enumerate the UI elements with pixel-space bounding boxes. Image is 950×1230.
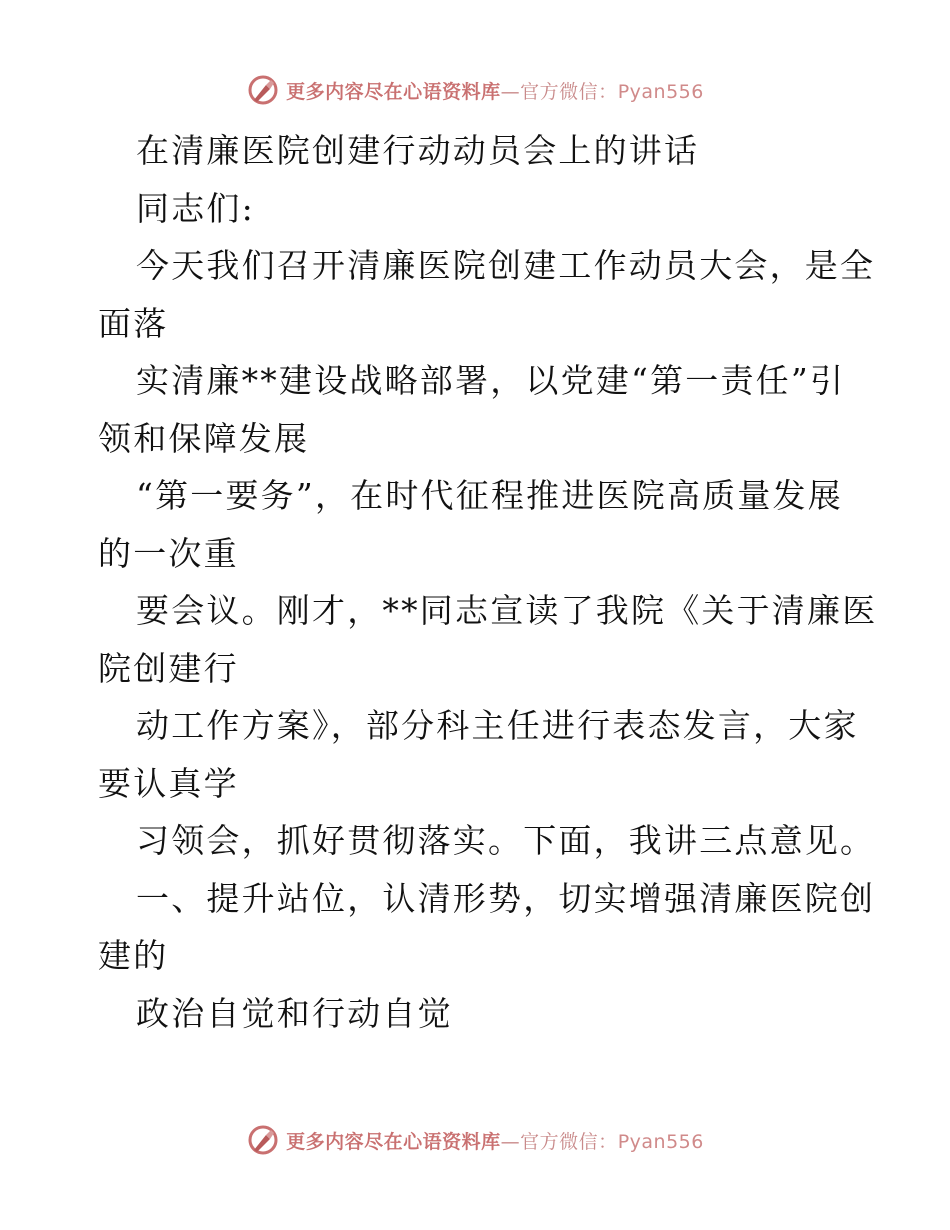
watermark-official: 官方微信： [520, 1130, 618, 1153]
pen-nib-logo-icon [246, 1123, 280, 1157]
section-heading-continued: 建的 [98, 936, 169, 975]
watermark-text [286, 77, 704, 104]
watermark-text [286, 1127, 704, 1154]
text-line: 今天我们召开清廉医院创建工作动员大会，是全 [136, 246, 876, 285]
text-line: 领和保障发展 [98, 418, 310, 458]
section-heading-continued: 政治自觉和行动自觉 [136, 993, 453, 1033]
section-heading: 一、提升站位，认清形势，切实增强清廉医院创 [136, 878, 876, 918]
text-line: 要认真学 [98, 763, 239, 803]
pen-nib-logo-icon [246, 73, 280, 107]
text-line: 习领会，抓好贯彻落实。下面，我讲三点意见。 [136, 821, 876, 860]
text-line: 实清廉**建设战略部署，以党建“第一责任”引 [136, 361, 846, 400]
watermark-official: 官方微信： [520, 80, 618, 103]
text-line: “第一要务”，在时代征程推进医院高质量发展 [136, 476, 843, 515]
watermark-main: 更多内容尽在心语资料库 [286, 80, 501, 103]
text-line: 要会议。刚才，**同志宣读了我院《关于清廉医 [136, 591, 878, 630]
document-title: 在清廉医院创建行动动员会上的讲话 [136, 131, 700, 170]
text-line: 的一次重 [98, 533, 239, 573]
watermark-main: 更多内容尽在心语资料库 [286, 1130, 501, 1153]
text-line: 面落 [98, 303, 169, 343]
salutation: 同志们: [136, 188, 255, 228]
footer-watermark [0, 1122, 950, 1158]
header-watermark [0, 72, 950, 108]
watermark-wechat-id: Pyan556 [617, 1130, 704, 1153]
document-body [98, 122, 878, 1042]
watermark-wechat-id: Pyan556 [617, 80, 704, 103]
text-line: 动工作方案》，部分科主任进行表态发言，大家 [136, 706, 859, 745]
watermark-dash: — [500, 1130, 521, 1153]
watermark-dash: — [500, 80, 521, 103]
text-line: 院创建行 [98, 648, 239, 688]
